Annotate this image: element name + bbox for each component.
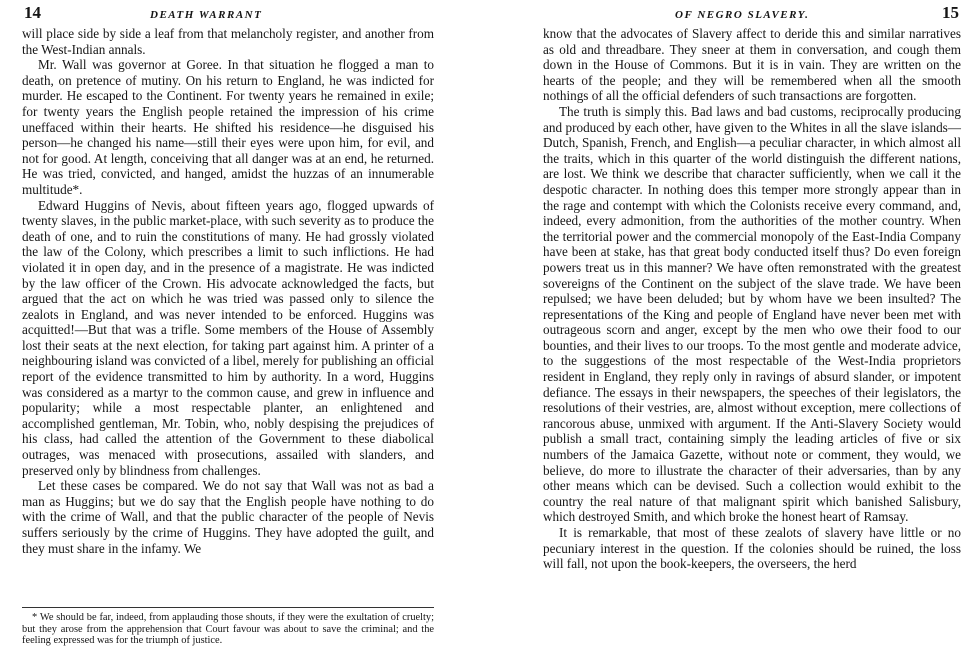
right-page [543,0,961,663]
right-paragraph-2: The truth is simply this. Bad laws and bad customs, reciprocally producing and produced by each other, have given to the Whites in all the slave islands—Dutch, Spanish, French, and English—a peculiar character, in which almost all the traits, which in this quarter of the world distinguish the different nations, are lost. We think we describe that character sufficiently, when we call it the despotic character. In nothing does this temper more strongly appear than in the rage and contempt with which the Colonists receive every command, and, indeed, every admonition, from the authorities of the mother country. When the territorial power and the commercial monopoly of the East-India Company have been at stake, has that great body conducted itself thus? Do even foreign powers treat us in this manner? We have often remonstrated with the greatest sovereigns of the Continent on the subject of the slave trade. We have been repulsed; we have been deluded; but by whom have we been insulted? The representations of the King and people of England have never been met with outrageous scorn and anger, except by the men who owe their food to our bounties, and their lives to our troops. To the most gentle and moderate advice, to the suggestions of the most respectable of the West-India proprietors resident in England, they reply only in ravings of absurd slander, or impotent defiance. The essays in their newspapers, the speeches of their legislators, the resolutions of their vestries, are, almost without exception, mere collections of rancorous abuse, unmixed with argument. If the Anti-Slavery Society would publish a small tract, containing simply the leading articles of five or six numbers of the Jamaica Gazette, without note or comment, they would, we believe, do more to illustrate the character of their adversaries, than by any other means which can be devised. Such a collection would exhibit to the country the real nature of that malignant spirit which banished Salisbury, which destroyed Smith, and which broke the honest heart of Ramsay. [543,103,961,525]
left-running-head [22,3,434,26]
left-paragraph-4: Let these cases be compared. We do not say that Wall was not as bad a man as Huggins; but we do say that the English people have nothing to do with the crime of Wall, and that the public character of the people of Nevis suffers seriously by the crime of Huggins. They have adopted the guilt, and they must share in the infamy. We [22,478,434,556]
right-paragraph-3: It is remarkable, that most of these zealots of slavery have little or no pecuniary interest in the question. If the colonies should be ruined, the loss will fall, not upon the book-keepers, the overseers, the herd [543,525,961,572]
footnote: * We should be far, indeed, from applauding those shouts, if they were the exultation of cruelty; but they arose from the apprehension that Court favour was about to save the criminal; and the feeling expressed was for the triumph of justice. [22,612,434,647]
right-body-text [543,26,961,572]
left-page-number: 14 [24,3,41,22]
right-running-head-title: OF NEGRO SLAVERY. [675,9,810,21]
left-paragraph-2: Mr. Wall was governor at Goree. In that situation he flogged a man to death, on pretence of mutiny. On his return to England, he was indicted for murder. He escaped to the Continent. For twenty years he remained in exile; for twenty years the English people retained the impression of his crime uneffaced within their hearts. He shifted his residence—he disguised his person—he changed his name—still their eyes were upon him, for evil, and not for good. At length, conceiving that all danger was at an end, he returned. He was tried, convicted, and hanged, amidst the huzzas of an innumerable multitude*. [22,57,434,197]
footnote-divider [22,607,434,608]
left-paragraph-3: Edward Huggins of Nevis, about fifteen years ago, flogged upwards of twenty slaves, in the public market-place, with such severity as to produce the death of one, and to ruin the constitutions of many. He had grossly violated the law of the Colony, which prescribes a limit to such inflictions. He had violated it in open day, and in the presence of a magistrate. He was indicted by the law officer of the Crown. His advocate acknowledged the facts, but argued that the act on which he was tried was passed only to silence the zealots in England, and was never intended to be enforced. Huggins was acquitted!—But that was a trifle. Some members of the House of Assembly lost their seats at the next election, for taking part against him. A printer of a neighbouring island was convicted of a libel, merely for publishing an official report of the evidence transmitted to him by authority. In a word, Huggins was considered as a martyr to the common cause, and grew in influence and popularity; while a most respectable planter, an enlightened and accomplished gentleman, Mr. Tobin, who, nobly despising the prejudices of his class, had called the attention of the Government to these diabolical outrages, was menaced with prosecutions, assailed with slanders, and preserved only by blindness from challenges. [22,197,434,478]
left-running-head-title: DEATH WARRANT [150,9,263,21]
right-paragraph-1: know that the advocates of Slavery affect to deride this and similar narratives as old and threadbare. They sneer at them in conversation, and cough them down in the House of Commons. But it is in vain. They are written on the hearts of the people; and they will be remembered when all the smooth nothings of all the official defenders of such transactions are forgotten. [543,26,961,104]
right-page-number: 15 [942,3,959,22]
left-body-text [22,26,434,597]
left-page [22,0,434,663]
right-running-head [543,3,961,26]
left-paragraph-1: will place side by side a leaf from that melancholy register, and another from the West-Indian annals. [22,26,434,57]
